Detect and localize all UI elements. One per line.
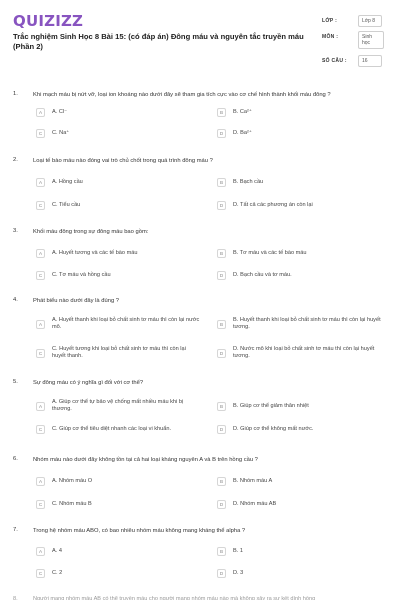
question-text: Khối máu đông trong sự đông máu bao gồm: [33,229,149,235]
question-number: 3. [13,228,18,234]
subject-value: Sinh học [358,31,384,49]
option-text: A. Huyết thanh khi loại bỏ chất sinh tơ máu thì còn lại nước mô. [52,317,200,331]
option-text: B. Giúp cơ thể giảm thân nhiệt [233,403,309,409]
option-text: D. Nước mô khi loại bỏ chất sinh tơ máu thì còn lại huyết tương. [233,346,375,360]
option-letter: B [217,547,226,556]
option-text: B. Bạch cầu [233,179,264,185]
option-letter: D [217,271,226,280]
count-value: 16 [358,55,382,67]
option-text: B. 1 [233,548,243,554]
option-letter: C [36,129,45,138]
option-text: C. Tiểu cầu [52,202,81,208]
option-letter: A [36,178,45,187]
quizizz-logo: QUIZIZZ [13,12,84,30]
option-text: C. Giúp cơ thể tiêu diệt nhanh các loại vi khuẩn. [52,426,172,432]
option-letter: B [217,320,226,329]
option-letter: D [217,425,226,434]
option-letter: C [36,201,45,210]
count-label: SỐ CÂU : [322,58,347,64]
option-text: A. Hồng cầu [52,179,83,185]
question-text: Khi mạch máu bị nứt vỡ, loại ion khoáng nào dưới đây sẽ tham gia tích cực vào cơ chế hình thành khối máu đông ? [33,92,331,98]
option-text: B. Tơ máu và các tế bào máu [233,250,307,256]
question-number: 5. [13,379,18,385]
option-text: A. 4 [52,548,62,554]
option-letter: A [36,477,45,486]
question-number: 6. [13,456,18,462]
option-letter: A [36,402,45,411]
option-text: D. Giúp cơ thể không mất nước. [233,426,314,432]
class-label: LỚP : [322,18,338,24]
subject-label: MÔN : [322,34,339,40]
option-letter: B [217,178,226,187]
option-text: A. Giúp cơ thể tự bảo vệ chống mất nhiều máu khi bị thương. [52,399,184,413]
option-text: A. Cl⁻ [52,109,68,115]
question-text: Trong hệ nhóm máu ABO, có bao nhiêu nhóm máu không mang kháng thể alpha ? [33,528,246,534]
option-text: C. Nhóm máu B [52,501,92,507]
question-text: Nhóm máu nào dưới đây không tồn tại cả hai loại kháng nguyên A và B trên hồng cầu ? [33,457,258,463]
option-letter: A [36,108,45,117]
option-text: A. Nhóm máu O [52,478,93,484]
question-number: 7. [13,527,18,533]
question-number: 1. [13,91,18,97]
option-letter: C [36,569,45,578]
question-number: 4. [13,297,18,303]
option-letter: A [36,547,45,556]
option-letter: C [36,349,45,358]
option-letter: B [217,477,226,486]
option-letter: A [36,320,45,329]
option-text: C. 2 [52,570,63,576]
option-letter: D [217,500,226,509]
option-text: C. Tơ máu và hồng cầu [52,272,111,278]
option-text: D. Nhóm máu AB [233,501,277,507]
option-text: B. Nhóm máu A [233,478,273,484]
option-text: B. Huyết thanh khi loại bỏ chất sinh tơ máu thì còn lại huyết tương. [233,317,381,331]
option-letter: D [217,349,226,358]
option-letter: C [36,500,45,509]
option-text: D. Bạch cầu và tơ máu. [233,272,292,278]
option-text: D. Tất cả các phương án còn lại [233,202,313,208]
question-number: 2. [13,157,18,163]
class-value: Lớp 8 [358,15,382,27]
option-letter: B [217,402,226,411]
worksheet-title: Trắc nghiệm Sinh Học 8 Bài 15: (có đáp án) Đông máu và nguyên tắc truyền máu (Phần 2) [13,32,304,51]
option-letter: D [217,569,226,578]
option-letter: B [217,108,226,117]
option-text: C. Na⁺ [52,130,70,136]
question-text: Người mang nhóm máu AB có thể truyền máu cho người mang nhóm máu nào mà không xảy ra sự kết dính hồng [33,596,316,600]
option-letter: C [36,271,45,280]
option-text: B. Ca²⁺ [233,109,252,115]
option-letter: D [217,129,226,138]
question-text: Sự đông máu có ý nghĩa gì đối với cơ thể? [33,380,144,386]
option-text: D. Ba²⁺ [233,130,252,136]
question-text: Phát biểu nào dưới đây là đúng ? [33,298,120,304]
worksheet-header [0,0,400,78]
option-letter: B [217,249,226,258]
option-letter: A [36,249,45,258]
option-text: C. Huyết tương khi loại bỏ chất sinh tơ máu thì còn lại huyết thanh. [52,346,186,360]
option-letter: C [36,425,45,434]
option-letter: D [217,201,226,210]
question-8-cutoff [0,596,400,600]
option-text: D. 3 [233,570,244,576]
question-number: 8. [13,596,18,600]
question-text: Loại tế bào máu nào đóng vai trò chủ chốt trong quá trình đông máu ? [33,158,213,164]
option-text: A. Huyết tương và các tế bào máu [52,250,138,256]
